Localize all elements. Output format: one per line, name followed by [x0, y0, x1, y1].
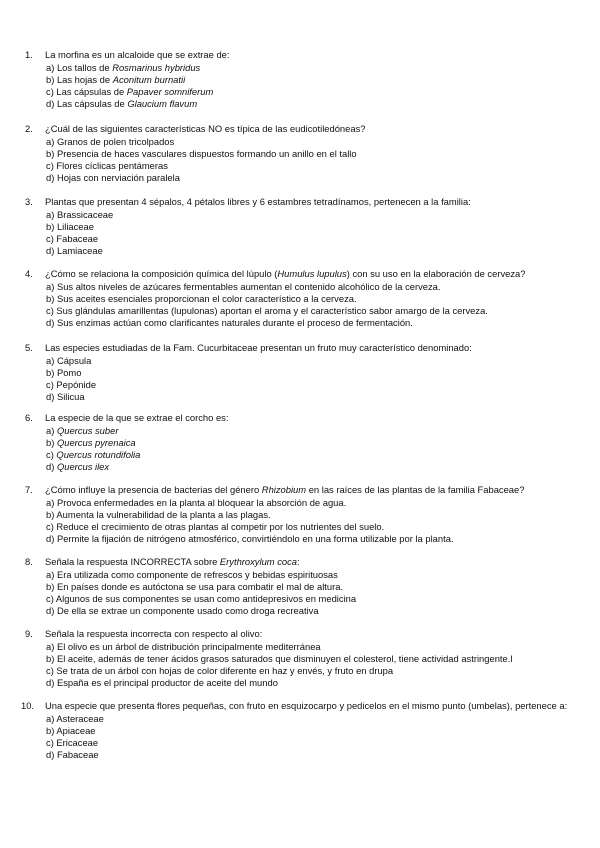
text-run: Señala la respuesta incorrecta con respecto al olivo:: [45, 628, 263, 639]
answer-option: [46, 713, 104, 725]
italic-text-run: Quercus rotundifolia: [56, 448, 141, 460]
answer-option: [46, 653, 512, 665]
question-text: [45, 49, 590, 61]
answer-option: [46, 497, 454, 509]
answer-option: [46, 293, 488, 305]
text-run: c) Flores cíclicas pentámeras: [46, 159, 168, 171]
text-run: b) Aumenta la vulnerabilidad de la planta a las plagas.: [46, 508, 271, 520]
italic-text-run: Erythroxylum coca: [219, 556, 298, 567]
text-run: c): [46, 448, 57, 460]
answer-option: [46, 425, 140, 437]
answer-option: [46, 379, 96, 391]
italic-text-run: Quercus ilex: [56, 460, 110, 472]
answer-option: [46, 74, 213, 86]
answer-option: [46, 641, 512, 653]
question-number: 5.: [25, 342, 33, 353]
answer-option: [46, 725, 104, 737]
text-run: d) De ella se extrae un componente usado como droga recreativa: [46, 604, 319, 616]
italic-text-run: Quercus pyrenaica: [56, 436, 136, 448]
question-number: 8.: [25, 556, 33, 567]
text-run: Una especie que presenta flores pequeñas, con fruto en esquizocarpo y pedicelos en el mismo punto (umbelas), pertenece a:: [45, 700, 568, 711]
answer-option: [46, 461, 140, 473]
text-run: c) Sus glándulas amarillentas (lupulonas) aportan el aroma y el característico sabor amargo de la cerveza.: [46, 304, 488, 316]
question-text: [45, 700, 590, 712]
text-run: ) con su uso en la elaboración de cerveza?: [346, 268, 526, 279]
text-run: a) Los tallos de: [46, 62, 113, 73]
text-run: :: [297, 556, 300, 567]
text-run: a) Granos de polen tricolpados: [46, 136, 175, 147]
answer-option: [46, 521, 454, 533]
answer-option: [46, 245, 113, 257]
italic-text-run: Quercus suber: [56, 425, 119, 436]
answer-option: [46, 305, 488, 317]
text-run: La especie de la que se extrae el corcho es:: [45, 412, 229, 423]
answer-options: [46, 569, 356, 617]
text-run: d) Permite la fijación de nitrógeno atmosférico, convirtiéndolo en una forma utilizable por la planta.: [46, 532, 454, 544]
text-run: ¿Cómo influye la presencia de bacterias del género: [45, 484, 262, 495]
text-run: c) Ericaceae: [46, 736, 99, 748]
text-run: c) Reduce el crecimiento de otras plantas al competir por los nutrientes del suelo.: [46, 520, 385, 532]
italic-text-run: Rhizobium: [261, 484, 307, 495]
text-run: b) Liliaceae: [46, 220, 94, 232]
question-number: 10.: [21, 700, 35, 711]
text-run: a) Asteraceae: [46, 713, 104, 724]
italic-text-run: Glaucium flavum: [127, 97, 198, 109]
text-run: c) Pepónide: [46, 378, 97, 390]
text-run: a) Cápsula: [46, 355, 92, 366]
text-run: c) Algunos de sus componentes se usan como antidepresivos en medicina: [46, 592, 357, 604]
answer-option: [46, 391, 96, 403]
text-run: en las raíces de las plantas de la familia Fabaceae?: [306, 484, 525, 495]
text-run: a) Era utilizada como componente de refrescos y bebidas espirituosas: [46, 569, 338, 580]
text-run: d) Las cápsulas de: [46, 97, 128, 109]
text-run: b) Apiaceae: [46, 724, 96, 736]
text-run: d) Silicua: [46, 390, 85, 402]
answer-options: [46, 713, 104, 761]
answer-option: [46, 665, 512, 677]
answer-option: [46, 281, 488, 293]
answer-options: [46, 497, 454, 545]
answer-options: [46, 355, 96, 403]
text-run: d): [46, 460, 57, 472]
answer-option: [46, 172, 357, 184]
question-number: 4.: [25, 268, 33, 279]
text-run: Plantas que presentan 4 sépalos, 4 pétalos libres y 6 estambres tetradínamos, pertenecen a la familia:: [45, 196, 471, 207]
italic-text-run: Humulus lupulus: [277, 268, 347, 279]
answer-options: [46, 281, 488, 329]
text-run: a) El olivo es un árbol de distribución principalmente mediterránea: [46, 641, 321, 652]
question-text: [45, 268, 590, 280]
text-run: d) España es el principal productor de aceite del mundo: [46, 676, 278, 688]
answer-option: [46, 509, 454, 521]
text-run: b) Pomo: [46, 366, 82, 378]
answer-option: [46, 160, 357, 172]
answer-option: [46, 62, 213, 74]
text-run: b) Presencia de haces vasculares dispuestos formando un anillo en el tallo: [46, 147, 357, 159]
answer-option: [46, 677, 512, 689]
answer-option: [46, 593, 356, 605]
answer-option: [46, 737, 104, 749]
text-run: ¿Cómo se relaciona la composición química del lúpulo (: [45, 268, 278, 279]
text-run: c) Se trata de un árbol con hojas de color diferente en haz y envés, y fruto en drupa: [46, 664, 394, 676]
question-text: [45, 342, 590, 354]
text-run: a) Provoca enfermedades en la planta al bloquear la absorción de agua.: [46, 497, 347, 508]
italic-text-run: Rosmarinus hybridus: [112, 62, 201, 73]
answer-option: [46, 569, 356, 581]
answer-options: [46, 136, 357, 184]
question-text: [45, 196, 590, 208]
answer-option: [46, 209, 113, 221]
italic-text-run: Papaver somniferum: [126, 85, 214, 97]
text-run: b) Las hojas de: [46, 73, 113, 85]
text-run: Las especies estudiadas de la Fam. Cucurbitaceae presentan un fruto muy característico denominado:: [45, 342, 472, 353]
answer-option: [46, 233, 113, 245]
question-number: 2.: [25, 123, 33, 134]
text-run: a) Brassicaceae: [46, 209, 114, 220]
answer-option: [46, 581, 356, 593]
question-text: [45, 628, 590, 640]
answer-option: [46, 449, 140, 461]
text-run: b) El aceite, además de tener ácidos grasos saturados que disminuyen el colesterol, tiene actividad astringente.l: [46, 652, 513, 664]
answer-option: [46, 355, 96, 367]
question-text: [45, 556, 590, 568]
answer-option: [46, 437, 140, 449]
question-text: [45, 412, 590, 424]
answer-option: [46, 749, 104, 761]
question-number: 6.: [25, 412, 33, 423]
answer-option: [46, 86, 213, 98]
text-run: b) En países donde es autóctona se usa para combatir el mal de altura.: [46, 580, 344, 592]
answer-option: [46, 317, 488, 329]
answer-options: [46, 209, 113, 257]
text-run: La morfina es un alcaloide que se extrae de:: [45, 49, 230, 60]
question-number: 1.: [25, 49, 33, 60]
text-run: ¿Cuál de las siguientes características NO es típica de las eudicotiledóneas?: [45, 123, 366, 134]
answer-option: [46, 148, 357, 160]
answer-option: [46, 98, 213, 110]
text-run: b): [46, 436, 57, 448]
text-run: b) Sus aceites esenciales proporcionan el color característico a la cerveza.: [46, 292, 357, 304]
italic-text-run: Aconitum burnatii: [112, 73, 186, 85]
text-run: d) Hojas con nerviación paralela: [46, 171, 180, 183]
answer-option: [46, 605, 356, 617]
answer-option: [46, 221, 113, 233]
answer-options: [46, 425, 140, 473]
text-run: c) Fabaceae: [46, 232, 99, 244]
answer-option: [46, 533, 454, 545]
text-run: c) Las cápsulas de: [46, 85, 127, 97]
text-run: d) Sus enzimas actúan como clarificantes naturales durante el proceso de fermentación.: [46, 316, 413, 328]
answer-options: [46, 62, 213, 110]
text-run: d) Lamiaceae: [46, 244, 103, 256]
question-number: 3.: [25, 196, 33, 207]
text-run: a) Sus altos niveles de azúcares fermentables aumentan el contenido alcohólico de la cerveza.: [46, 281, 441, 292]
text-run: a): [46, 425, 57, 436]
answer-option: [46, 136, 357, 148]
answer-option: [46, 367, 96, 379]
question-text: [45, 484, 590, 496]
text-run: d) Fabaceae: [46, 748, 99, 760]
text-run: Señala la respuesta INCORRECTA sobre: [45, 556, 220, 567]
answer-options: [46, 641, 512, 689]
question-number: 9.: [25, 628, 33, 639]
question-text: [45, 123, 590, 135]
question-number: 7.: [25, 484, 33, 495]
